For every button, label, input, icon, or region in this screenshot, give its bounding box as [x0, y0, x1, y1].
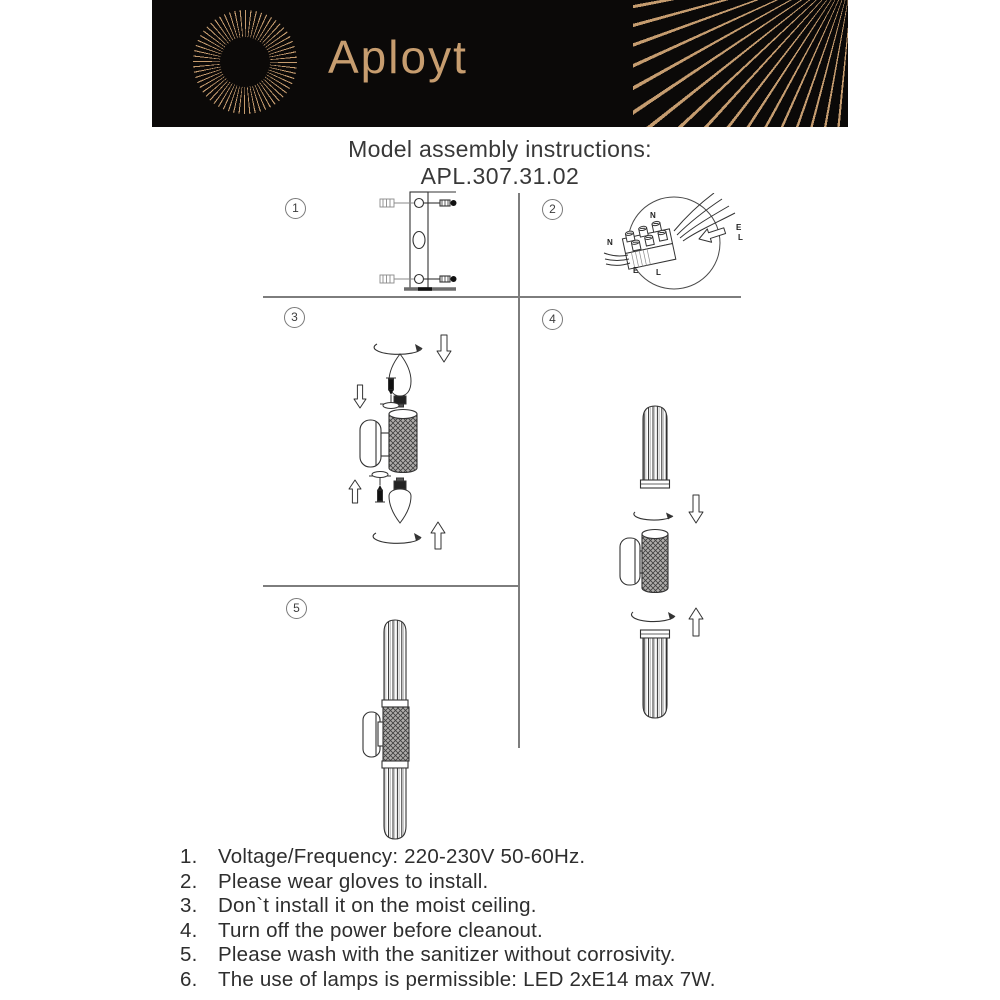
lamp-body [383, 707, 409, 761]
note-number: 3. [180, 894, 198, 918]
note-item [180, 870, 860, 895]
bulb-bottom-icon [389, 478, 411, 523]
glass-shade-top [382, 620, 408, 707]
wire-label-n-left: N [607, 238, 613, 247]
step-2-badge: 2 [542, 199, 563, 220]
note-item [180, 943, 860, 968]
wire-label-l-right: L [738, 233, 743, 242]
down-arrow-top-icon [437, 335, 451, 362]
lamp-body [389, 410, 417, 473]
rotate-arrow-bottom-icon [631, 612, 675, 622]
rays-decoration-icon [633, 0, 848, 127]
wire-label-e-right: E [736, 223, 742, 232]
lamp-body [642, 530, 668, 593]
wire-label-l-bottom: L [656, 268, 661, 277]
note-text: The use of lamps is permissible: LED 2xE14 max 7W. [218, 967, 716, 991]
up-arrow-icon [689, 608, 703, 636]
note-item [180, 845, 860, 870]
brand-header [152, 0, 848, 127]
screw-pin-bottom-icon [369, 472, 391, 503]
note-text: Turn off the power before cleanout. [218, 918, 543, 942]
safety-notes-list [180, 845, 860, 993]
note-number: 2. [180, 869, 198, 893]
divider-vertical [518, 193, 520, 748]
step-5-assembled-lamp [348, 598, 463, 843]
note-number: 6. [180, 967, 198, 991]
wall-anchor-top-icon [380, 199, 414, 207]
rotate-arrow-top-icon [634, 512, 673, 520]
note-number: 4. [180, 918, 198, 942]
up-arrow-left-icon [349, 480, 361, 503]
wire-label-n-top: N [650, 211, 656, 220]
glass-shade-bottom [641, 630, 670, 718]
divider-horizontal-bottom [263, 585, 519, 587]
screw-top-icon [424, 200, 457, 206]
down-arrow-icon [689, 495, 703, 523]
glass-shade-bottom [382, 761, 408, 839]
wall-plate [360, 420, 389, 467]
title-block [0, 136, 1000, 189]
up-arrow-bottom-icon [431, 522, 445, 549]
note-text: Voltage/Frequency: 220-230V 50-60Hz. [218, 845, 586, 868]
wall-anchor-bottom-icon [380, 275, 414, 283]
rotate-arrow-bottom-icon [373, 533, 421, 543]
wing-nut-bottom-icon [369, 472, 391, 478]
note-text: Don`t install it on the moist ceiling. [218, 894, 537, 918]
model-number: APL.307.31.02 [420, 163, 580, 189]
mounting-bracket [410, 192, 428, 288]
screw-bottom-icon [424, 276, 457, 282]
step-1-badge: 1 [285, 198, 306, 219]
terminal-block [620, 219, 675, 269]
step-1-bracket-diagram [368, 186, 482, 294]
note-text: Please wear gloves to install. [218, 869, 489, 893]
direction-arrow-icon [697, 224, 727, 246]
note-number: 1. [180, 845, 198, 868]
rotate-arrow-top-icon [374, 344, 422, 354]
step-2-wiring-diagram [602, 193, 752, 297]
note-item [180, 968, 860, 993]
page-title: Model assembly instructions: [348, 136, 652, 162]
note-item [180, 919, 860, 944]
step-4-shade-diagram [608, 393, 743, 725]
wall-plate [363, 712, 385, 757]
note-text: Please wash with the sanitizer without corrosivity. [218, 943, 676, 967]
step-4-badge: 4 [542, 309, 563, 330]
wire-label-e-bottom: E [633, 266, 639, 275]
brand-name: Aployt [328, 31, 468, 83]
note-number: 5. [180, 943, 198, 967]
step-3-badge: 3 [284, 307, 305, 328]
step-5-badge: 5 [286, 598, 307, 619]
note-item [180, 894, 860, 919]
sunburst-logo-icon [193, 10, 297, 114]
step-3-bulb-diagram [338, 328, 473, 558]
glass-shade-top [641, 406, 670, 488]
down-arrow-left-icon [354, 385, 366, 408]
